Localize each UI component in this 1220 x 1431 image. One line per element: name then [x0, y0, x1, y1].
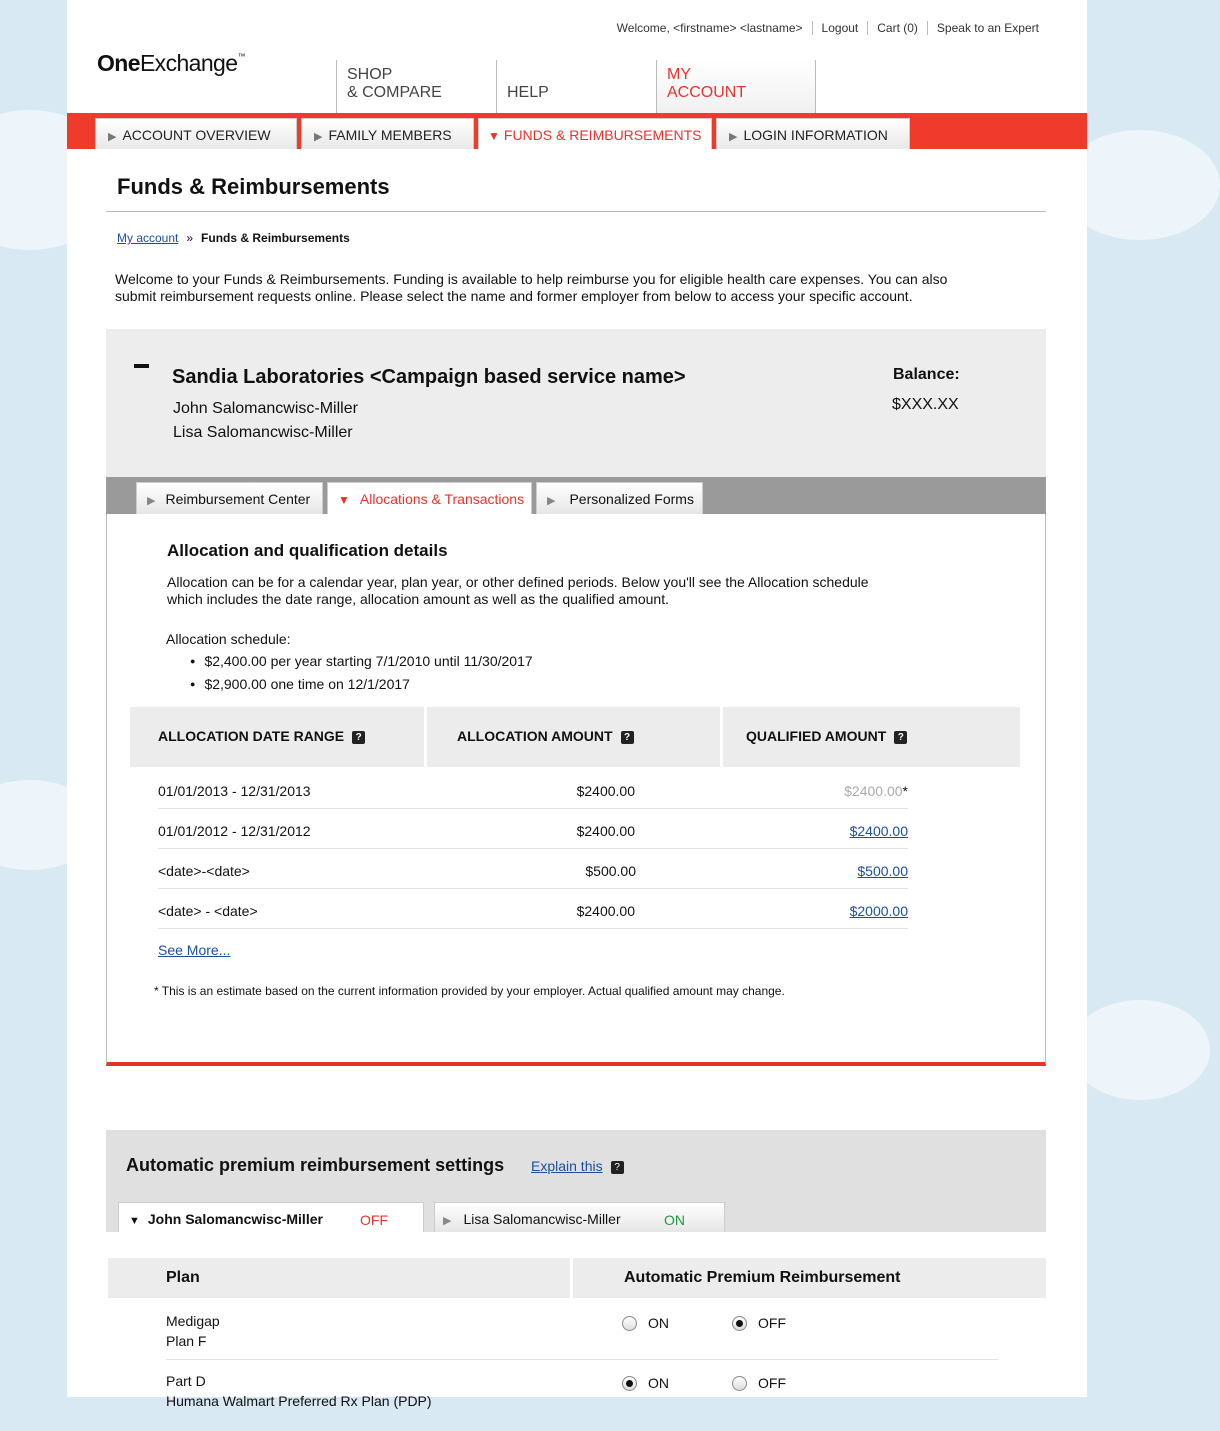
member-tab-lisa[interactable]: [434, 1202, 725, 1232]
question-mark-icon: ?: [611, 1161, 624, 1174]
sub-tabs: [95, 118, 914, 149]
tab-login-information[interactable]: [716, 118, 910, 149]
col-date-range: [130, 707, 424, 767]
triangle-right-icon: ▶: [108, 131, 117, 143]
breadcrumb: [117, 231, 350, 245]
account-member: Lisa Salomancwisc-Miller: [173, 424, 353, 441]
breadcrumb-separator: »: [186, 231, 194, 245]
balance-value: $XXX.XX: [892, 396, 959, 413]
schedule-list: [206, 651, 533, 697]
allocation-amount: $2400.00: [576, 823, 635, 839]
status-badge: ON: [664, 1212, 685, 1228]
qualified-amount-link[interactable]: $500.00: [857, 863, 908, 879]
logo-rest: Exchange: [139, 50, 238, 76]
title-divider: [106, 211, 1046, 212]
member-tab-john[interactable]: [118, 1202, 424, 1232]
table-row: [158, 889, 908, 929]
triangle-right-icon: ▶: [443, 1215, 452, 1227]
nav-label-line1: MY: [667, 66, 691, 83]
col-auto-reimbursement: Automatic Premium Reimbursement: [573, 1258, 1046, 1298]
qualified-amount-link[interactable]: $2000.00: [849, 903, 908, 919]
tab-allocations-transactions[interactable]: [327, 482, 532, 514]
date-range: 01/01/2013 - 12/31/2013: [158, 783, 311, 799]
tab-label: Personalized Forms: [569, 491, 694, 507]
tab-label: FAMILY MEMBERS: [328, 127, 452, 143]
utility-nav: [608, 21, 1048, 35]
col-qualified-amount: [723, 707, 1020, 767]
tab-label: LOGIN INFORMATION: [743, 127, 888, 143]
qualified-amount: [850, 823, 908, 839]
section-description: Allocation can be for a calendar year, plan year, or other defined periods. Below you'll see the Allocation schedule which includes the date range, allocation amount as well as the qualified amount.: [167, 574, 869, 607]
plan-name-line1: Medigap: [166, 1313, 220, 1329]
column-label: ALLOCATION AMOUNT: [457, 728, 613, 744]
table-row: [158, 849, 908, 889]
schedule-item: ● $2,400.00 per year starting 7/1/2010 until 11/30/2017: [206, 651, 533, 674]
triangle-right-icon: ▶: [147, 495, 156, 507]
estimate-asterisk: *: [902, 783, 908, 799]
plan-name: [166, 1311, 220, 1351]
allocation-amount: $2400.00: [576, 903, 635, 919]
column-label: QUALIFIED AMOUNT: [746, 728, 887, 744]
radio-label: OFF: [758, 1315, 786, 1331]
nav-label-line2: & COMPARE: [347, 84, 442, 101]
auto-reimbursement-on-radio[interactable]: [622, 1373, 669, 1393]
nav-label-line2: HELP: [507, 84, 549, 101]
cart-link[interactable]: Cart (0): [867, 21, 927, 35]
breadcrumb-my-account-link[interactable]: My account: [117, 231, 179, 245]
welcome-text: Welcome, <firstname> <lastname>: [616, 21, 803, 35]
breadcrumb-current: Funds & Reimbursements: [201, 231, 350, 245]
tab-funds-reimbursements[interactable]: [478, 118, 712, 149]
inner-tabs: [136, 482, 707, 514]
estimate-footnote: * This is an estimate based on the current information provided by your employer. Actual qualified amount may change.: [154, 984, 785, 998]
tab-reimbursement-center[interactable]: [136, 482, 323, 514]
radio-circle: [622, 1316, 637, 1331]
allocation-amount: $2400.00: [576, 783, 635, 799]
date-range: <date> - <date>: [158, 903, 258, 919]
logo[interactable]: [97, 50, 245, 77]
collapse-minus-icon[interactable]: [134, 364, 149, 368]
date-range: <date>-<date>: [158, 863, 250, 879]
radio-label: OFF: [758, 1375, 786, 1391]
intro-text: Welcome to your Funds & Reimbursements. Funding is available to help reimburse you for eligible health care expenses. You can also submit reimbursement requests online. Please select the name and former employer from below to access your specific account.: [115, 271, 948, 304]
plan-row: [166, 1371, 998, 1431]
logo-bold: One: [97, 50, 140, 76]
plan-name-line1: Part D: [166, 1373, 206, 1389]
allocations-content: [106, 514, 1046, 1066]
auto-reimbursement-off-radio[interactable]: [732, 1313, 786, 1333]
tab-label: ACCOUNT OVERVIEW: [122, 127, 271, 143]
triangle-down-icon: ▼: [338, 493, 350, 507]
col-plan: Plan: [108, 1258, 570, 1298]
qualified-amount: [850, 903, 908, 919]
nav-my-account[interactable]: [656, 60, 816, 114]
column-label: ALLOCATION DATE RANGE: [158, 728, 345, 744]
section-title: Allocation and qualification details: [167, 541, 448, 560]
auto-reimbursement-on-radio[interactable]: [622, 1313, 669, 1333]
main-nav: [336, 60, 816, 114]
plan-name-line2: Humana Walmart Preferred Rx Plan (PDP): [166, 1393, 432, 1409]
account-name: Sandia Laboratories <Campaign based service name>: [172, 366, 686, 388]
tab-family-members[interactable]: [301, 118, 474, 149]
allocation-table-header: [130, 707, 1020, 767]
col-allocation-amount: [427, 707, 720, 767]
radio-label: ON: [648, 1375, 669, 1391]
plan-table-header: [108, 1258, 1046, 1298]
question-mark-icon[interactable]: ?: [621, 731, 634, 744]
plan-name-line2: Plan F: [166, 1333, 207, 1349]
schedule-item: ● $2,900.00 one time on 12/1/2017: [206, 674, 533, 697]
table-row: [158, 809, 908, 849]
auto-reimbursement-off-radio[interactable]: [732, 1373, 786, 1393]
radio-circle-selected: [732, 1316, 747, 1331]
nav-label-line1: SHOP: [347, 66, 393, 83]
account-member: John Salomancwisc-Miller: [173, 400, 358, 417]
triangle-right-icon: ▶: [314, 131, 323, 143]
qualified-amount: [857, 863, 908, 879]
member-tabs: [118, 1202, 735, 1232]
plan-row: [166, 1311, 998, 1360]
tab-account-overview[interactable]: [95, 118, 297, 149]
qualified-amount-link[interactable]: $2400.00: [849, 823, 908, 839]
schedule-label: Allocation schedule:: [166, 631, 291, 647]
premium-title: Automatic premium reimbursement settings: [126, 1155, 505, 1175]
radio-label: ON: [648, 1315, 669, 1331]
tab-label: FUNDS & REIMBURSEMENTS: [503, 127, 702, 143]
nav-label-line2: ACCOUNT: [667, 84, 747, 101]
explain-this-link[interactable]: [531, 1158, 624, 1174]
date-range: 01/01/2012 - 12/31/2012: [158, 823, 311, 839]
premium-settings-panel: [106, 1130, 1046, 1232]
balance-label: Balance:: [893, 366, 960, 383]
account-panel: [106, 329, 1046, 477]
logo-trademark: ™: [237, 52, 245, 61]
triangle-right-icon: ▶: [729, 131, 738, 143]
logout-link[interactable]: Logout: [812, 21, 868, 35]
see-more-link[interactable]: See More...: [158, 942, 231, 958]
question-mark-icon[interactable]: ?: [352, 731, 365, 744]
member-name: John Salomancwisc-Miller: [147, 1211, 323, 1227]
question-mark-icon[interactable]: ?: [894, 731, 907, 744]
qualified-amount: [844, 783, 908, 799]
radio-circle-selected: [622, 1376, 637, 1391]
explain-label: Explain this: [531, 1158, 603, 1174]
member-name: Lisa Salomancwisc-Miller: [463, 1211, 621, 1227]
radio-circle: [732, 1376, 747, 1391]
allocation-amount: $500.00: [585, 863, 636, 879]
speak-to-expert-link[interactable]: Speak to an Expert: [927, 21, 1048, 35]
nav-help[interactable]: [496, 60, 656, 114]
table-row: [158, 769, 908, 809]
tab-personalized-forms[interactable]: [536, 482, 703, 514]
triangle-down-icon: ▼: [129, 1215, 140, 1227]
tab-label: Reimbursement Center: [165, 491, 311, 507]
tab-label: Allocations & Transactions: [359, 491, 525, 507]
triangle-right-icon: ▶: [547, 495, 556, 507]
page: [67, 0, 1087, 1409]
page-title: Funds & Reimbursements: [117, 174, 390, 199]
cloud-decoration: [1070, 1000, 1210, 1100]
status-badge: OFF: [360, 1212, 388, 1228]
nav-shop-compare[interactable]: [336, 60, 496, 114]
triangle-down-icon: ▼: [488, 129, 500, 143]
plan-name: [166, 1371, 432, 1411]
qualified-estimate: $2400.00: [844, 783, 903, 799]
